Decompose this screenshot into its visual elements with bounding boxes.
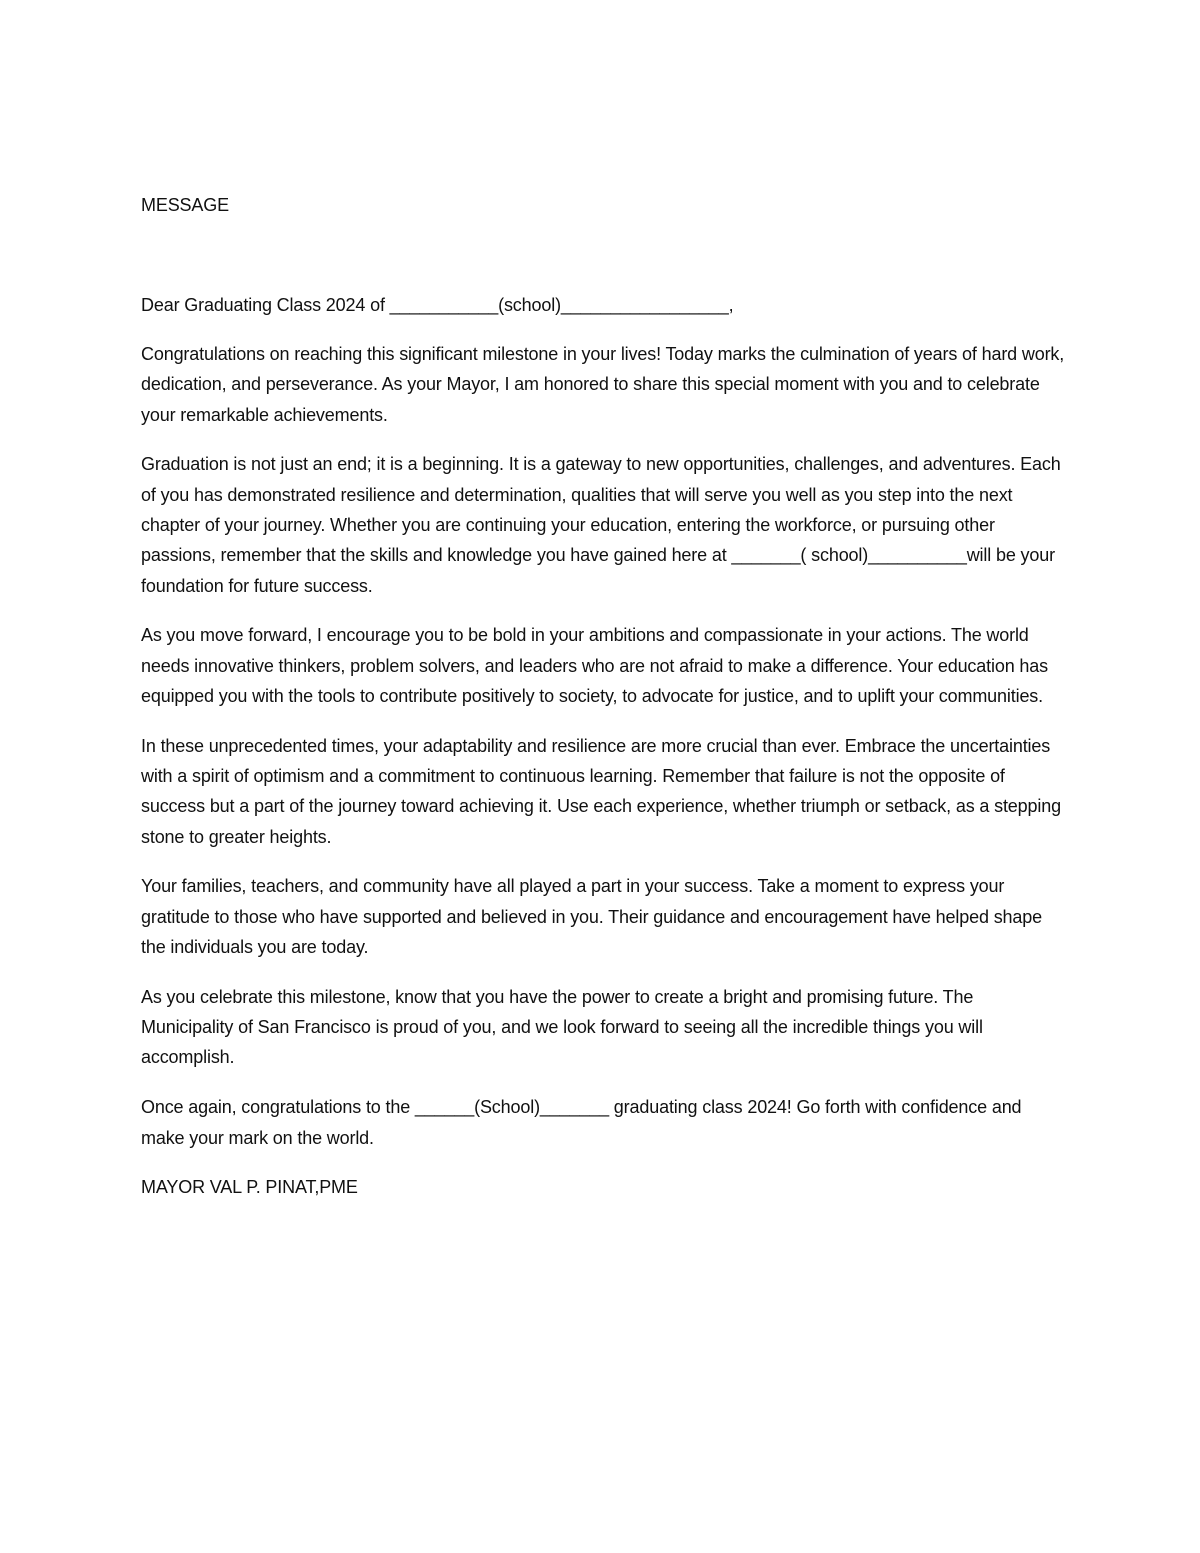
paragraph-gratitude: Your families, teachers, and community have all played a part in your success. Take a moment to express your gratitude to those who have supported and believed in you. Their guidance and encouragement have helped shape the individuals you are today. (141, 876, 1042, 958)
letter-heading: MESSAGE (141, 195, 229, 215)
paragraph-closing: Once again, congratulations to the ______(School)_______ graduating class 2024! Go forth with confidence and make your mark on the world. (141, 1097, 1022, 1148)
paragraph-unprecedented-times: In these unprecedented times, your adaptability and resilience are more crucial than ever. Embrace the uncertainties with a spirit of optimism and a commitment to continuous learning. Remember that failure is not the opposite of success but a part of the journey toward achieving it. Use each experience, whether triumph or setback, as a stepping stone to greater heights. (141, 735, 1061, 847)
signature-line: MAYOR VAL P. PINAT,PME (141, 1177, 358, 1198)
paragraph-congratulations: Congratulations on reaching this significant milestone in your lives! Today marks the culmination of years of hard work, dedication, and perseverance. As your Mayor, I am honored to share this special moment with you and to celebrate your remarkable achievements. (141, 344, 1065, 425)
paragraph-move-forward: As you move forward, I encourage you to be bold in your ambitions and compassionate in your actions. The world needs innovative thinkers, problem solvers, and leaders who are not afraid to make a difference. Your education has equipped you with the tools to contribute positively to society, to advocate for justice, and to uplift your communities. (141, 625, 1048, 706)
paragraph-graduation-beginning: Graduation is not just an end; it is a beginning. It is a gateway to new opportunities, challenges, and adventures. Each of you has demonstrated resilience and determination, qualities that will serve you well as you step into the next chapter of your journey. Whether you are continuing your education, entering the workforce, or pursuing other passions, remember that the skills and knowledge you have gained here at _______( school)__________will be your foundation for future success. (141, 454, 1061, 596)
letter-body (141, 190, 1066, 1202)
letter-salutation: Dear Graduating Class 2024 of ___________(school)_________________, (141, 295, 734, 315)
paragraph-promising-future: As you celebrate this milestone, know that you have the power to create a bright and promising future. The Municipality of San Francisco is proud of you, and we look forward to seeing all the incredible things you will accomplish. (141, 986, 983, 1068)
